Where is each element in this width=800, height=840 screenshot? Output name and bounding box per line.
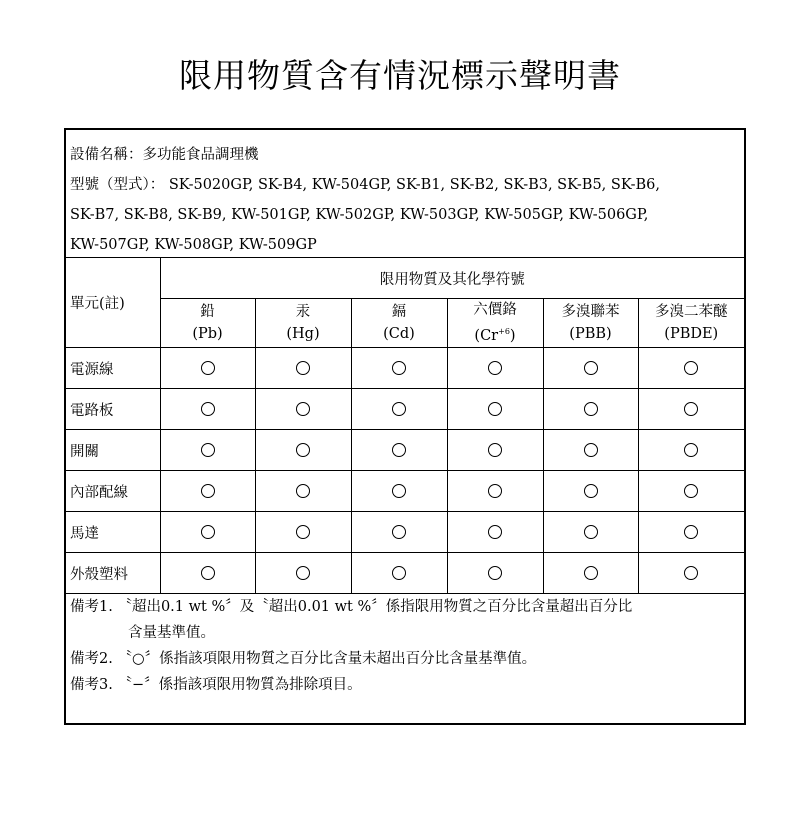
content-mark	[351, 389, 447, 430]
note-1-continued: 含量基準值。	[128, 625, 215, 641]
substance-name: 鉛	[200, 304, 215, 320]
unit-header: 單元(註)	[66, 258, 160, 348]
declaration-frame	[64, 128, 746, 725]
circle-mark-icon	[584, 402, 598, 416]
unit-name: 電路板	[66, 389, 160, 430]
substance-symbol: (PBB)	[569, 326, 612, 342]
circle-mark-icon	[296, 525, 310, 539]
table-row	[66, 430, 744, 471]
content-mark	[447, 471, 543, 512]
table-body	[66, 348, 744, 594]
circle-mark-icon	[584, 484, 598, 498]
circle-mark-icon	[584, 566, 598, 580]
circle-mark-icon	[488, 443, 502, 457]
unit-name: 電源線	[66, 348, 160, 389]
substance-header-row	[66, 299, 744, 348]
substance-header	[543, 299, 638, 348]
table-row	[66, 512, 744, 553]
circle-mark-icon	[488, 361, 502, 375]
content-mark	[447, 553, 543, 594]
circle-mark-icon	[584, 525, 598, 539]
table-row	[66, 471, 744, 512]
content-mark	[255, 512, 351, 553]
model-line: SK-B7, SK-B8, SK-B9, KW-501GP, KW-502GP, KW-503GP, KW-505GP, KW-506GP,	[70, 207, 649, 223]
substance-group-header: 限用物質及其化學符號	[160, 258, 744, 299]
content-mark	[447, 512, 543, 553]
circle-mark-icon	[201, 361, 215, 375]
circle-mark-icon	[201, 525, 215, 539]
equipment-info	[66, 130, 744, 258]
table-row	[66, 348, 744, 389]
substance-header	[255, 299, 351, 348]
unit-name: 馬達	[66, 512, 160, 553]
content-mark	[255, 553, 351, 594]
circle-mark-icon	[201, 443, 215, 457]
circle-mark-icon	[296, 484, 310, 498]
content-mark	[255, 348, 351, 389]
circle-mark-icon	[392, 484, 406, 498]
circle-mark-icon	[392, 525, 406, 539]
circle-mark-icon	[684, 525, 698, 539]
content-mark	[638, 471, 744, 512]
content-mark	[543, 389, 638, 430]
content-mark	[638, 553, 744, 594]
content-mark	[638, 512, 744, 553]
circle-mark-icon	[296, 443, 310, 457]
content-mark	[543, 512, 638, 553]
content-mark	[351, 553, 447, 594]
substance-header	[638, 299, 744, 348]
substance-symbol: $(Cr^{+6})$	[474, 327, 516, 344]
circle-mark-icon	[296, 361, 310, 375]
content-mark	[160, 389, 255, 430]
content-mark	[543, 430, 638, 471]
page-title: 限用物質含有情況標示聲明書	[179, 56, 621, 95]
circle-mark-icon	[296, 566, 310, 580]
unit-name: 開關	[66, 430, 160, 471]
model-line: 型號（型式）： SK-5020GP, SK-B4, KW-504GP, SK-B1, SK-B2, SK-B3, SK-B5, SK-B6,	[70, 177, 660, 193]
circle-mark-icon	[392, 443, 406, 457]
substance-header	[351, 299, 447, 348]
content-mark	[447, 430, 543, 471]
note-2: 備考2. 〝○〞係指該項限用物質之百分比含量未超出百分比含量基準值。	[70, 651, 537, 667]
content-mark	[447, 389, 543, 430]
circle-mark-icon	[488, 484, 502, 498]
table-row	[66, 389, 744, 430]
content-mark	[160, 553, 255, 594]
content-mark	[160, 430, 255, 471]
circle-mark-icon	[201, 402, 215, 416]
equipment-name: 設備名稱：多功能食品調理機	[70, 147, 259, 163]
notes	[66, 590, 744, 698]
content-mark	[160, 471, 255, 512]
substance-name: 六價鉻	[473, 302, 517, 319]
content-mark	[351, 430, 447, 471]
restricted-substances-table	[66, 258, 744, 594]
content-mark	[543, 553, 638, 594]
content-mark	[543, 471, 638, 512]
content-mark	[543, 348, 638, 389]
unit-name: 外殼塑料	[66, 553, 160, 594]
circle-mark-icon	[584, 361, 598, 375]
unit-name: 內部配線	[66, 471, 160, 512]
circle-mark-icon	[488, 566, 502, 580]
substance-name: 鎘	[391, 304, 407, 320]
model-line: KW-507GP, KW-508GP, KW-509GP	[70, 237, 317, 253]
circle-mark-icon	[684, 484, 698, 498]
content-mark	[638, 430, 744, 471]
table-row	[66, 553, 744, 594]
substance-symbol: (Hg)	[286, 326, 320, 342]
content-mark	[255, 471, 351, 512]
content-mark	[351, 512, 447, 553]
circle-mark-icon	[488, 525, 502, 539]
note-1: 備考1. 〝超出0.1 wt %〞及〝超出0.01 wt %〞係指限用物質之百分比含量超出百分比	[70, 599, 633, 615]
circle-mark-icon	[488, 402, 502, 416]
circle-mark-icon	[684, 361, 698, 375]
substance-symbol: (Cd)	[383, 326, 415, 342]
substance-name: 多溴聯苯	[561, 304, 620, 320]
content-mark	[255, 430, 351, 471]
content-mark	[638, 389, 744, 430]
circle-mark-icon	[584, 443, 598, 457]
circle-mark-icon	[684, 402, 698, 416]
note-3: 備考3. 〝−〞係指該項限用物質為排除項目。	[70, 677, 362, 693]
circle-mark-icon	[392, 402, 406, 416]
circle-mark-icon	[296, 402, 310, 416]
circle-mark-icon	[392, 566, 406, 580]
substance-name: 汞	[295, 304, 311, 320]
content-mark	[160, 348, 255, 389]
content-mark	[447, 348, 543, 389]
substance-symbol: (PBDE)	[664, 326, 719, 342]
content-mark	[638, 348, 744, 389]
circle-mark-icon	[201, 484, 215, 498]
substance-symbol: (Pb)	[192, 326, 223, 342]
circle-mark-icon	[392, 361, 406, 375]
circle-mark-icon	[684, 443, 698, 457]
substance-name: 多溴二苯醚	[655, 304, 728, 320]
content-mark	[351, 348, 447, 389]
content-mark	[351, 471, 447, 512]
circle-mark-icon	[201, 566, 215, 580]
content-mark	[160, 512, 255, 553]
content-mark	[255, 389, 351, 430]
substance-header	[447, 299, 543, 348]
circle-mark-icon	[684, 566, 698, 580]
substance-header	[160, 299, 255, 348]
